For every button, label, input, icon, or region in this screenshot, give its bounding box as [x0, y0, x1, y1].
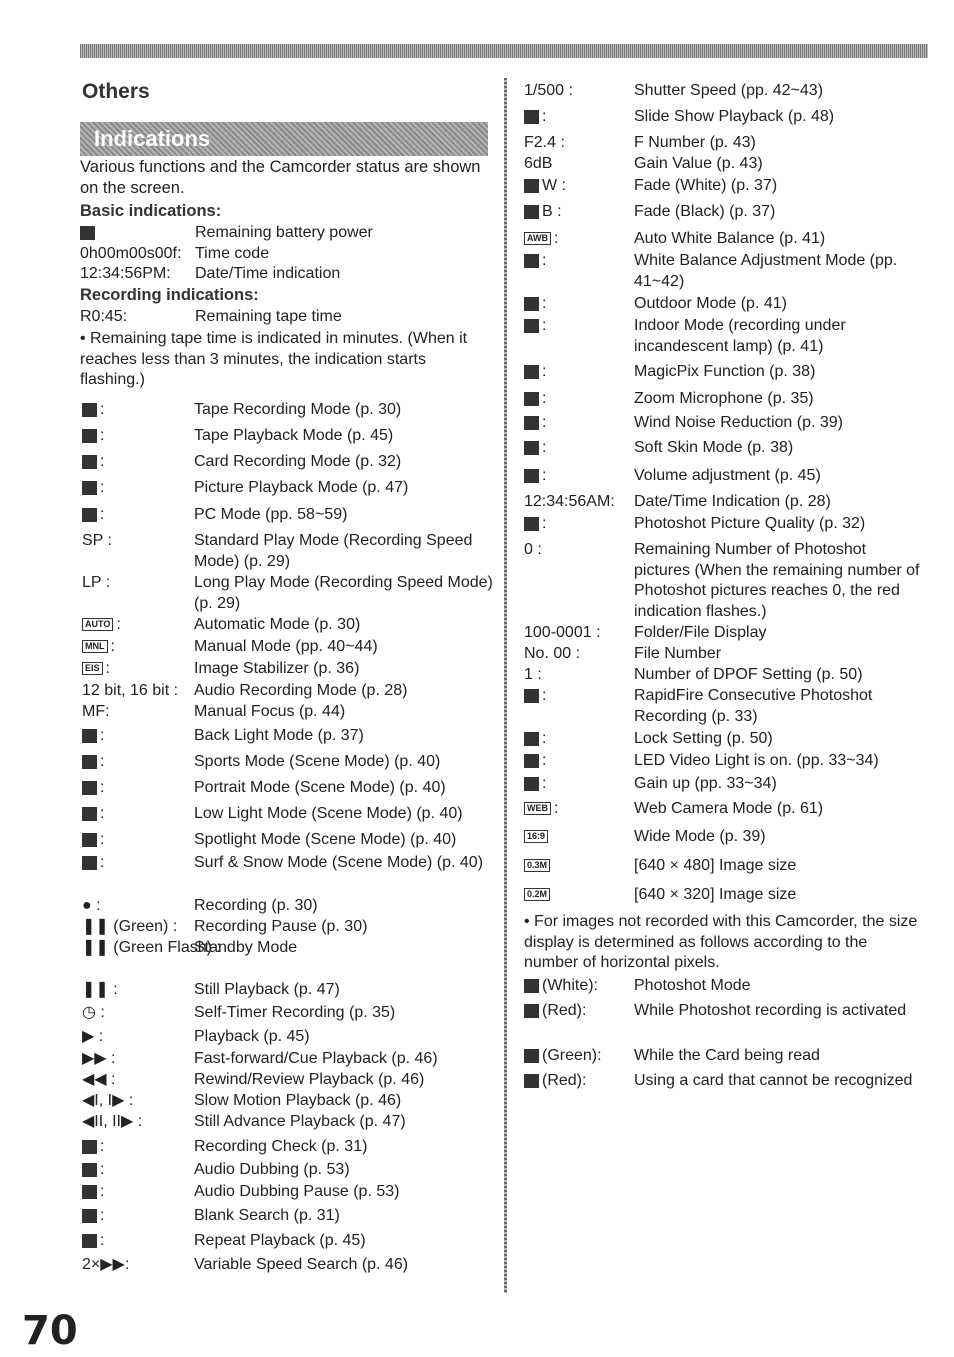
item-symbol	[82, 896, 101, 917]
symbol-text: 0 :	[524, 541, 542, 558]
item-symbol	[82, 637, 115, 658]
item-symbol	[524, 774, 546, 795]
item-description: [640 × 480] Image size	[634, 857, 797, 874]
item-description: Long Play Mode (Recording Speed Mode) (p. 29)	[194, 574, 493, 612]
item-symbol	[524, 362, 546, 383]
manual-mode-icon: MNL	[82, 640, 108, 653]
card-white-icon	[524, 979, 539, 993]
item-description: Recording (p. 30)	[194, 897, 318, 914]
item-symbol	[524, 623, 601, 644]
volume-icon	[524, 469, 539, 483]
item-description: Still Advance Playback (p. 47)	[194, 1113, 406, 1130]
white-balance-adjust-icon	[524, 254, 539, 268]
eis-icon: EIS	[82, 662, 103, 675]
item-description: Tape Playback Mode (p. 45)	[194, 427, 394, 444]
item-description: Gain up (pp. 33~34)	[634, 775, 777, 792]
item-symbol	[82, 1160, 104, 1181]
item-description: Date/Time indication	[195, 265, 341, 282]
symbol-text: :	[116, 616, 121, 633]
rapidfire-icon	[524, 689, 539, 703]
card-error-icon	[524, 1074, 539, 1088]
intro-text: Various functions and the Camcorder status are shown on the screen.	[80, 158, 481, 197]
symbol-text: :	[542, 467, 547, 484]
item-description: Gain Value (p. 43)	[634, 155, 763, 172]
item-description: Remaining battery power	[195, 224, 373, 241]
battery-icon	[80, 226, 95, 240]
item-description: MagicPix Function (p. 38)	[634, 363, 816, 380]
page-number: 70	[22, 1308, 78, 1354]
item-symbol	[82, 726, 104, 747]
item-symbol	[524, 251, 546, 272]
item-description: Fade (Black) (p. 37)	[634, 203, 776, 220]
symbol-text: 1/500 :	[524, 82, 573, 99]
item-description: Photoshot Mode	[634, 977, 751, 994]
symbol-text: ▶ :	[82, 1028, 104, 1045]
symbol-text: :	[100, 401, 105, 418]
sports-mode-icon	[82, 755, 97, 769]
repeat-playback-icon	[82, 1234, 97, 1248]
item-description: Wide Mode (p. 39)	[634, 828, 766, 845]
card-recording-icon	[82, 455, 97, 469]
fade-black-icon	[524, 205, 539, 219]
symbol-text: :	[100, 1138, 105, 1155]
symbol-text: SP :	[82, 532, 112, 549]
symbol-text: R0:45:	[80, 308, 128, 325]
item-symbol	[82, 1091, 133, 1112]
item-description: Auto White Balance (p. 41)	[634, 230, 826, 247]
symbol-text: 12:34:56AM:	[524, 493, 615, 510]
soft-skin-icon	[524, 441, 539, 455]
symbol-text: :	[100, 427, 105, 444]
item-description: Picture Playback Mode (p. 47)	[194, 479, 409, 496]
symbol-text: ◀I, I▶ :	[82, 1092, 134, 1109]
item-description: Card Recording Mode (p. 32)	[194, 453, 402, 470]
item-symbol	[82, 452, 104, 473]
zoom-microphone-icon	[524, 392, 539, 406]
item-description: Number of DPOF Setting (p. 50)	[634, 666, 863, 683]
item-symbol	[524, 294, 546, 315]
item-symbol	[524, 976, 598, 997]
item-description: Manual Mode (pp. 40~44)	[194, 638, 378, 655]
item-symbol	[82, 1255, 129, 1276]
item-symbol	[524, 686, 546, 707]
auto-mode-icon: AUTO	[82, 618, 113, 631]
symbol-text: :	[554, 800, 559, 817]
item-description: Lock Setting (p. 50)	[634, 730, 773, 747]
symbol-text: (Red):	[542, 1072, 587, 1089]
symbol-text: :	[100, 779, 105, 796]
rec-note: • Remaining tape time is indicated in minutes. (When it reaches less than 3 minutes, the indication starts flashing.)	[80, 330, 468, 388]
pc-mode-icon	[82, 508, 97, 522]
item-description: Standard Play Mode (Recording Speed Mode) (p. 29)	[194, 532, 473, 570]
item-description: Web Camera Mode (p. 61)	[634, 800, 824, 817]
item-description: Back Light Mode (p. 37)	[194, 727, 364, 744]
item-description: Automatic Mode (p. 30)	[194, 616, 361, 633]
item-description: Standby Mode	[194, 939, 298, 956]
item-symbol	[82, 1027, 103, 1048]
item-symbol	[524, 438, 546, 459]
symbol-text: :	[542, 515, 547, 532]
web-camera-icon: WEB	[524, 802, 551, 815]
symbol-text: :	[100, 753, 105, 770]
symbol-text: LP :	[82, 574, 111, 591]
item-symbol	[82, 400, 104, 421]
item-symbol	[524, 133, 565, 154]
item-symbol	[524, 81, 573, 102]
item-symbol	[80, 244, 181, 265]
symbol-text: :	[542, 108, 547, 125]
portrait-mode-icon	[82, 781, 97, 795]
symbol-text: 6dB	[524, 155, 553, 172]
symbol-text: 100-0001 :	[524, 624, 601, 641]
item-description: Manual Focus (p. 44)	[194, 703, 346, 720]
symbol-text: (Red):	[542, 1002, 587, 1019]
item-symbol	[524, 1046, 602, 1067]
item-description: Self-Timer Recording (p. 35)	[194, 1004, 396, 1021]
item-symbol	[524, 885, 553, 901]
item-symbol	[524, 799, 558, 820]
item-symbol	[524, 540, 542, 561]
subheading-bar	[80, 122, 488, 156]
card-red-icon	[524, 1004, 539, 1018]
item-description: Variable Speed Search (p. 46)	[194, 1256, 409, 1273]
item-description: [640 × 320] Image size	[634, 886, 797, 903]
item-description: Time code	[195, 245, 270, 262]
item-description: Rewind/Review Playback (p. 46)	[194, 1071, 425, 1088]
item-symbol	[82, 917, 177, 938]
item-symbol	[524, 389, 546, 410]
item-symbol	[524, 154, 552, 175]
item-description: Sports Mode (Scene Mode) (p. 40)	[194, 753, 441, 770]
lock-icon	[524, 732, 539, 746]
item-symbol	[82, 853, 104, 874]
item-description: Fade (White) (p. 37)	[634, 177, 778, 194]
symbol-text: :	[110, 638, 115, 655]
item-symbol	[82, 980, 118, 1001]
audio-dubbing-pause-icon	[82, 1185, 97, 1199]
led-light-icon	[524, 754, 539, 768]
item-symbol	[80, 307, 127, 328]
item-symbol	[524, 1001, 586, 1022]
low-light-icon	[82, 807, 97, 821]
item-description: Zoom Microphone (p. 35)	[634, 390, 814, 407]
awb-icon: AWB	[524, 232, 551, 245]
item-symbol	[524, 229, 558, 250]
recording-heading: Recording indications:	[80, 286, 259, 304]
symbol-text: :	[542, 414, 547, 431]
item-description: Recording Check (p. 31)	[194, 1138, 368, 1155]
symbol-text: ▶▶ :	[82, 1050, 116, 1067]
symbol-text: :	[100, 1232, 105, 1249]
item-symbol	[82, 1182, 104, 1203]
item-symbol	[524, 107, 546, 128]
item-description: Audio Dubbing Pause (p. 53)	[194, 1183, 400, 1200]
symbol-text: (White):	[542, 977, 598, 994]
blank-search-icon	[82, 1209, 97, 1223]
magicpix-icon	[524, 365, 539, 379]
symbol-text: :	[542, 687, 547, 704]
symbol-text: :	[105, 660, 110, 677]
item-symbol	[82, 478, 104, 499]
symbol-text: :	[542, 439, 547, 456]
item-symbol	[82, 702, 110, 723]
symbol-text: ● :	[82, 897, 101, 914]
tape-recording-icon	[82, 403, 97, 417]
item-description: Recording Pause (p. 30)	[194, 918, 368, 935]
basic-heading: Basic indications:	[80, 202, 222, 220]
item-description: Using a card that cannot be recognized	[634, 1072, 913, 1089]
item-description: Fast-forward/Cue Playback (p. 46)	[194, 1050, 438, 1067]
surf-snow-icon	[82, 856, 97, 870]
symbol-text: :	[542, 730, 547, 747]
symbol-text: ❚❚ (Green) :	[82, 918, 178, 935]
item-description: Slide Show Playback (p. 48)	[634, 108, 835, 125]
item-description: Soft Skin Mode (p. 38)	[634, 439, 794, 456]
item-symbol	[82, 1112, 142, 1133]
item-symbol	[524, 413, 546, 434]
image-size-02-icon: 0.2M	[524, 888, 550, 901]
item-symbol	[524, 316, 546, 337]
item-symbol	[524, 856, 553, 872]
wind-noise-icon	[524, 416, 539, 430]
item-symbol	[524, 827, 551, 843]
item-description: Repeat Playback (p. 45)	[194, 1232, 366, 1249]
symbol-text: ◷ :	[82, 1004, 105, 1021]
item-description: Still Playback (p. 47)	[194, 981, 340, 998]
item-description: F Number (p. 43)	[634, 134, 756, 151]
symbol-text: No. 00 :	[524, 645, 581, 662]
symbol-text: :	[100, 479, 105, 496]
image-size-03-icon: 0.3M	[524, 859, 550, 872]
symbol-text: (Green):	[542, 1047, 602, 1064]
item-symbol	[82, 778, 104, 799]
item-symbol	[524, 1071, 586, 1092]
item-description: While Photoshot recording is activated	[634, 1002, 907, 1019]
item-symbol	[82, 505, 104, 526]
item-description: Wind Noise Reduction (p. 39)	[634, 414, 843, 431]
item-symbol	[524, 729, 546, 750]
item-description: RapidFire Consecutive Photoshot Recording (p. 33)	[634, 687, 873, 725]
symbol-text: :	[100, 1161, 105, 1178]
item-symbol	[524, 492, 615, 513]
item-symbol	[524, 751, 546, 772]
audio-dubbing-icon	[82, 1163, 97, 1177]
item-description: Outdoor Mode (p. 41)	[634, 295, 787, 312]
item-description: White Balance Adjustment Mode (pp. 41~42)	[634, 252, 898, 290]
item-symbol	[524, 466, 546, 487]
item-symbol	[524, 176, 566, 197]
item-symbol	[82, 615, 121, 636]
item-description: Blank Search (p. 31)	[194, 1207, 340, 1224]
symbol-text: :	[100, 727, 105, 744]
symbol-text: 0h00m00s00f:	[80, 245, 182, 262]
item-description: Remaining Number of Photoshot pictures (When the remaining number of Photoshot pictures reaches 0, the red indication flashes.)	[634, 541, 920, 620]
symbol-text: F2.4 :	[524, 134, 565, 151]
item-description: Date/Time Indication (p. 28)	[634, 493, 831, 510]
section-title: Others	[82, 80, 150, 103]
item-symbol	[82, 752, 104, 773]
symbol-text: MF:	[82, 703, 110, 720]
symbol-text: :	[100, 805, 105, 822]
symbol-text: ❚❚ :	[82, 981, 118, 998]
card-green-icon	[524, 1049, 539, 1063]
item-description: PC Mode (pp. 58~59)	[194, 506, 348, 523]
item-symbol	[524, 644, 580, 665]
item-symbol	[82, 1231, 104, 1252]
item-symbol	[82, 1206, 104, 1227]
item-symbol	[82, 830, 104, 851]
item-symbol	[82, 1070, 116, 1091]
symbol-text: 12 bit, 16 bit :	[82, 682, 179, 699]
item-symbol	[524, 514, 546, 535]
slide-show-icon	[524, 110, 539, 124]
item-description: Volume adjustment (p. 45)	[634, 467, 821, 484]
item-symbol	[524, 202, 562, 223]
item-description: File Number	[634, 645, 722, 662]
item-description: Low Light Mode (Scene Mode) (p. 40)	[194, 805, 463, 822]
picture-quality-icon	[524, 517, 539, 531]
symbol-text: :	[100, 854, 105, 871]
item-symbol	[82, 1137, 104, 1158]
back-light-icon	[82, 729, 97, 743]
item-description: Audio Recording Mode (p. 28)	[194, 682, 408, 699]
symbol-text: ◀◀ :	[82, 1071, 116, 1088]
symbol-text: :	[542, 775, 547, 792]
item-description: Audio Dubbing (p. 53)	[194, 1161, 350, 1178]
symbol-text: :	[100, 831, 105, 848]
item-symbol	[82, 1049, 116, 1070]
indoor-mode-icon	[524, 319, 539, 333]
fade-white-icon	[524, 179, 539, 193]
column-divider	[504, 78, 507, 1293]
tape-playback-icon	[82, 429, 97, 443]
symbol-text: :	[542, 317, 547, 334]
symbol-text: :	[542, 363, 547, 380]
item-description: Remaining tape time	[195, 308, 342, 325]
symbol-text: 2×▶▶:	[82, 1256, 130, 1273]
symbol-text: :	[542, 752, 547, 769]
item-symbol	[82, 681, 178, 702]
item-description: Image Stabilizer (p. 36)	[194, 660, 360, 677]
item-symbol	[524, 665, 542, 686]
item-description: Slow Motion Playback (p. 46)	[194, 1092, 402, 1109]
symbol-text: W :	[542, 177, 566, 194]
item-description: Folder/File Display	[634, 624, 767, 641]
item-description: While the Card being read	[634, 1047, 820, 1064]
symbol-text: :	[100, 506, 105, 523]
symbol-text: B :	[542, 203, 562, 220]
item-description: Playback (p. 45)	[194, 1028, 310, 1045]
symbol-text: :	[100, 1183, 105, 1200]
picture-playback-icon	[82, 481, 97, 495]
spotlight-icon	[82, 833, 97, 847]
item-symbol	[80, 223, 98, 240]
symbol-text: :	[542, 252, 547, 269]
item-description: Portrait Mode (Scene Mode) (p. 40)	[194, 779, 446, 796]
item-description: Photoshot Picture Quality (p. 32)	[634, 515, 866, 532]
item-description: Tape Recording Mode (p. 30)	[194, 401, 402, 418]
symbol-text: 12:34:56PM:	[80, 265, 171, 282]
recording-check-icon	[82, 1140, 97, 1154]
symbol-text: :	[542, 295, 547, 312]
item-symbol	[82, 573, 110, 594]
gain-up-icon	[524, 777, 539, 791]
item-symbol	[80, 264, 171, 285]
symbol-text: :	[100, 1207, 105, 1224]
item-description: Indoor Mode (recording under incandescent lamp) (p. 41)	[634, 317, 846, 355]
item-symbol	[82, 804, 104, 825]
symbol-text: :	[554, 230, 559, 247]
symbol-text: :	[100, 453, 105, 470]
item-symbol	[82, 659, 110, 680]
symbol-text: ❚❚ (Green Flash) :	[82, 939, 221, 956]
header-bar	[80, 44, 928, 58]
wide-mode-icon: 16:9	[524, 830, 548, 843]
symbol-text: :	[542, 390, 547, 407]
right-note: • For images not recorded with this Camcorder, the size display is determined as follows according to the number of horizontal pixels.	[524, 913, 918, 971]
item-symbol	[82, 1003, 105, 1024]
item-description: Shutter Speed (pp. 42~43)	[634, 82, 824, 99]
item-symbol	[82, 531, 112, 552]
outdoor-mode-icon	[524, 297, 539, 311]
item-symbol	[82, 426, 104, 447]
symbol-text: 1 :	[524, 666, 542, 683]
item-description: Surf & Snow Mode (Scene Mode) (p. 40)	[194, 854, 484, 871]
item-description: LED Video Light is on. (pp. 33~34)	[634, 752, 879, 769]
item-description: Spotlight Mode (Scene Mode) (p. 40)	[194, 831, 457, 848]
subheading: Indications	[94, 126, 211, 151]
symbol-text: ◀II, II▶ :	[82, 1113, 143, 1130]
